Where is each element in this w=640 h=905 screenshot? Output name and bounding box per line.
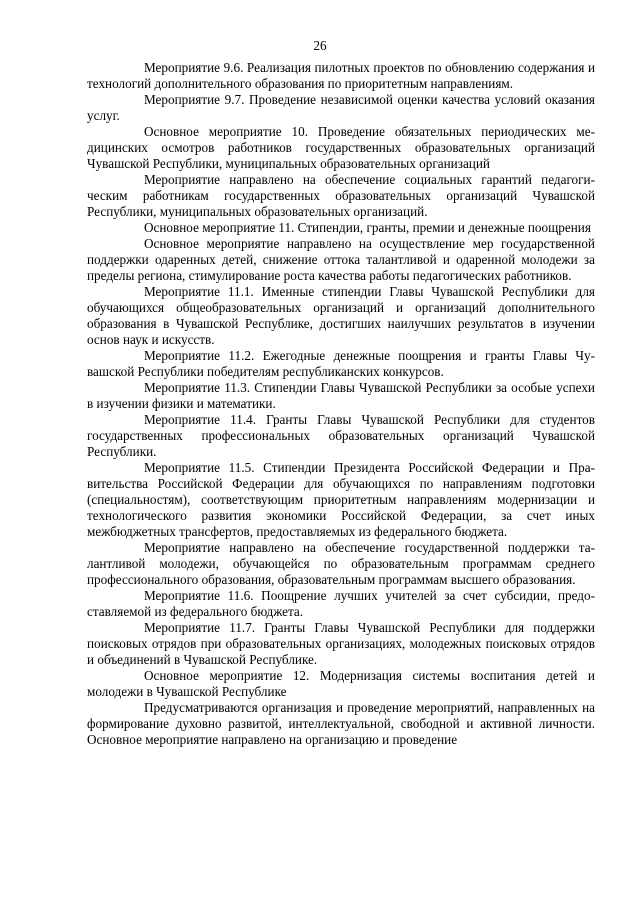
paragraph-activity-11-6: Мероприятие 11.6. Поощрение лучших учителей за счет субсидии, предоставляемой из федерального бюджета. [87, 588, 595, 619]
paragraph-activity-11-7: Мероприятие 11.7. Гранты Главы Чувашской Республики для поддержки поисковых отрядов при образовательных организациях, молодежных поисковых отрядов и объединений в Чувашской Республике. [87, 620, 595, 667]
paragraph-activity-9-7: Мероприятие 9.7. Проведение независимой оценки качества условий оказания услуг. [87, 92, 595, 123]
paragraph-activity-10-description: Мероприятие направлено на обеспечение социальных гарантий педагогическим работникам государственных образовательных организаций Чувашской Республики, муниципальных образовательных организаций. [87, 172, 595, 219]
paragraph-activity-12-description: Предусматриваются организация и проведение мероприятий, направленных на формирование духовно развитой, интеллектуальной, свободной и активной личности. Основное мероприятие направлено на организацию и проведение [87, 700, 595, 747]
paragraph-main-activity-11: Основное мероприятие 11. Стипендии, гранты, премии и денежные поощрения [144, 220, 591, 235]
paragraph-main-activity-12: Основное мероприятие 12. Модернизация системы воспитания детей и молодежи в Чувашской Республике [87, 668, 595, 699]
paragraph-activity-11-5-description: Мероприятие направлено на обеспечение государственной поддержки талантливой молодежи, обучающейся по образовательным программам среднего профессионального образования, образовательным программам высшего образования. [87, 540, 595, 587]
document-body [87, 60, 595, 748]
paragraph-activity-9-6: Мероприятие 9.6. Реализация пилотных проектов по обновлению содержания и технологий дополнительного образования по приоритетным направлениям. [87, 60, 595, 91]
paragraph-main-activity-10: Основное мероприятие 10. Проведение обязательных периодических медицинских осмотров работников государственных образовательных организаций Чувашской Республики, муниципальных образовательных организаций [87, 124, 595, 171]
paragraph-activity-11-description: Основное мероприятие направлено на осуществление мер государственной поддержки одаренных детей, снижение оттока талантливой и одаренной молодежи за пределы региона, стимулирование роста качества работы педагогических работников. [87, 236, 595, 283]
paragraph-activity-11-5: Мероприятие 11.5. Стипендии Президента Российской Федерации и Правительства Российской Федерации для обучающихся по направлениям подготовки (специальностям), соответствующим приоритетным направлениям модернизации и технологического развития экономики Российской Федерации, за счет иных межбюджетных трансфертов, предоставляемых из федерального бюджета. [87, 460, 595, 539]
paragraph-activity-11-2: Мероприятие 11.2. Ежегодные денежные поощрения и гранты Главы Чувашской Республики победителям республиканских конкурсов. [87, 348, 595, 379]
page-number: 26 [313, 38, 327, 53]
paragraph-activity-11-4: Мероприятие 11.4. Гранты Главы Чувашской Республики для студентов государственных профессиональных образовательных организаций Чувашской Республики. [87, 412, 595, 459]
paragraph-activity-11-1: Мероприятие 11.1. Именные стипендии Главы Чувашской Республики для обучающихся общеобразовательных организаций и организаций дополнительного образования в Чувашской Республике, достигших наилучших результатов в изучении основ наук и искусств. [87, 284, 595, 347]
paragraph-activity-11-3: Мероприятие 11.3. Стипендии Главы Чувашской Республики за особые успехи в изучении физики и математики. [87, 380, 595, 411]
